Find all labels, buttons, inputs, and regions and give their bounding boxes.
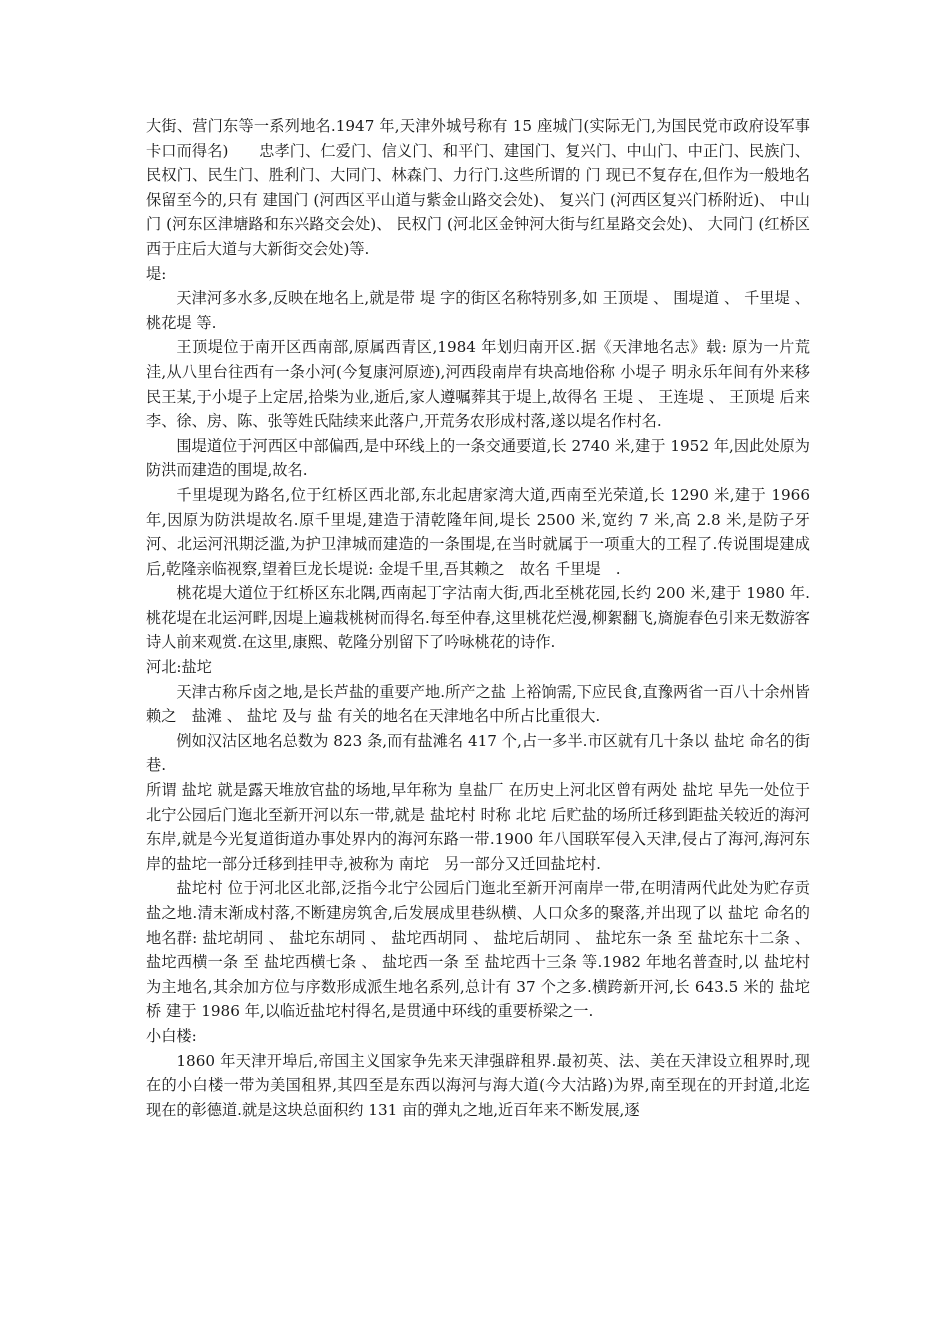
paragraph-hangu-example: 例如汉沽区地名总数为 823 条,而有盐滩名 417 个,占一多半.市区就有几十条以 盐坨 命名的街巷. xyxy=(146,731,810,775)
paragraph-weididao: 围堤道位于河西区中部偏西,是中环线上的一条交通要道,长 2740 米,建于 1952 年,因此处原为防洪而建造的围堤,故名. xyxy=(146,436,810,480)
paragraph-city-gates: 大街、营门东等一系列地名.1947 年,天津外城号称有 15 座城门(实际无门,为国民党市政府设军事卡口而得名) 忠孝门、仁爱门、信义门、和平门、建国门、复兴门、中山门、中正门、民族门、民权门、民生门、胜利门、大同门、林森门、力行门.这些所谓的 门 现已不复存在,但作为一般地名保留至今的,只有 建国门 (河西区平山道与紫金山路交会处)、 复兴门 (河西区复兴门桥附近)、 中山门 (河东区津塘路和东兴路交会处)、 民权门 (河北区金钟河大街与红星路交会处)、 大同门 (红桥区西于庄后大道与大新街交会处)等. xyxy=(146,117,810,258)
paragraph-yantuo-intro: 天津古称斥卤之地,是长芦盐的重要产地.所产之盐 上裕饷需,下应民食,直豫两省一百八十余州皆赖之 盐滩 、 盐坨 及与 盐 有关的地名在天津地名中所占比重很大. xyxy=(146,682,810,726)
paragraph-qianlidi: 千里堤现为路名,位于红桥区西北部,东北起唐家湾大道,西南至光荣道,长 1290 米,建于 1966 年,因原为防洪堤故名.原千里堤,建造于清乾隆年间,堤长 2500 米,宽约 7 米,高 2.8 米,是防子牙河、北运河汛期泛滥,为护卫津城而建造的一条围堤,在当时就属于一项重大的工程了.传说围堤建成后,乾隆亲临视察,望着巨龙长堤说: 金堤千里,吾其赖之 故名 千里堤 . xyxy=(146,485,810,578)
paragraph-di-intro: 天津河多水多,反映在地名上,就是带 堤 字的街区名称特别多,如 王顶堤 、 围堤道 、 千里堤 、 桃花堤 等. xyxy=(146,289,810,332)
paragraph-taohuadi: 桃花堤大道位于红桥区东北隅,西南起丁字沽南大街,西北至桃花园,长约 200 米,建于 1980 年.桃花堤在北运河畔,因堤上遍栽桃树而得名.每至仲春,这里桃花烂漫,柳絮翻飞,旖旎春色引来无数游客诗人前来观赏.在这里,康熙、乾隆分别留下了吟咏桃花的诗作. xyxy=(146,584,810,652)
paragraph-yantuo-definition: 所谓 盐坨 就是露天堆放官盐的场地,早年称为 皇盐厂 在历史上河北区曾有两处 盐坨 早先一处位于北宁公园后门迤北至新开河以东一带,就是 盐坨村 时称 北坨 后贮盐的场所迁移到距盐关较近的海河东岸,就是今光复道街道办事处界内的海河东路一带.1900 年八国联军侵入天津,侵占了海河,海河东岸的盐坨一部分迁移到挂甲寺,被称为 南坨 另一部分又迁回盐坨村. xyxy=(146,781,810,873)
document-page xyxy=(146,114,810,1122)
section-heading-yantuo: 河北:盐坨 xyxy=(146,658,212,677)
paragraph-yantuocun: 盐坨村 位于河北区北部,泛指今北宁公园后门迤北至新开河南岸一带,在明清两代此处为贮存贡盐之地.清末渐成村落,不断建房筑舍,后发展成里巷纵横、人口众多的聚落,并出现了以 盐坨 命名的地名群: 盐坨胡同 、 盐坨东胡同 、 盐坨西胡同 、 盐坨后胡同 、 盐坨东一条 至 盐坨东十二条 、 盐坨西横一条 至 盐坨西横七条 、 盐坨西一条 至 盐坨西十三条 等.1982 年地名普查时,以 盐坨村 为主地名,其余加方位与序数形成派生地名系列,总计有 37 个之多.横跨新开河,长 643.5 米的 盐坨桥 建于 1986 年,以临近盐坨村得名,是贯通中环线的重要桥梁之一. xyxy=(146,879,810,1021)
paragraph-xiaobailou: 1860 年天津开埠后,帝国主义国家争先来天津强辟租界.最初英、法、美在天津设立租界时,现在的小白楼一带为美国租界,其四至是东西以海河与海大道(今大沽路)为界,南至现在的开封道,北迄现在的彰德道.就是这块总面积约 131 亩的弹丸之地,近百年来不断发展,逐 xyxy=(146,1051,810,1119)
section-heading-xiaobailou: 小白楼: xyxy=(146,1026,197,1045)
section-heading-di: 堤: xyxy=(146,264,167,283)
paragraph-wangdingdi: 王顶堤位于南开区西南部,原属西青区,1984 年划归南开区.据《天津地名志》载: 原为一片荒洼,从八里台往西有一条小河(今复康河原迹),河西段南岸有块高地俗称 小堤子 明永乐年间有外来移民王某,于小堤子上定居,拾柴为业,逝后,家人遵嘱葬其于堤上,故得名 王堤 、 王连堤 、 王顶堤 后来李、徐、房、陈、张等姓氏陆续来此落户,开荒务农形成村落,遂以堤名作村名. xyxy=(146,338,810,431)
